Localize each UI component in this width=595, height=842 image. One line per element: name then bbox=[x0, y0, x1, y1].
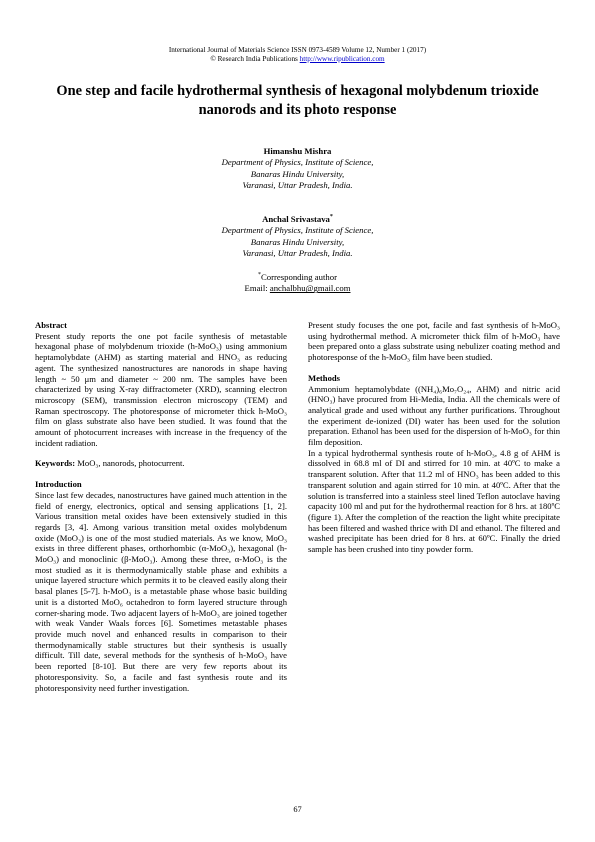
abstract-heading: Abstract bbox=[35, 320, 67, 330]
methods-paragraph-1: Ammonium heptamolybdate ((NH₄)₆Mo₇O₂₄, AHM) and nitric acid (HNO₃) have procured from Hi-Media, India. All the chemicals were of analytical grade and used without any further purifications. Throughout the experiment de-ionized (DI) water has been used for the solution preparation. Ethanol has been used for the dispersion of h-MoO₃ for thin film deposition. bbox=[308, 383, 560, 448]
journal-info: International Journal of Materials Science ISSN 0973-4589 Volume 12, Number 1 (2017) bbox=[168, 46, 427, 54]
author-name-text: Anchal Srivastava bbox=[262, 213, 330, 224]
author-location: Varanasi, Uttar Pradesh, India. bbox=[242, 248, 353, 259]
page-number: 67 bbox=[293, 805, 302, 814]
author-block-2 bbox=[120, 212, 475, 260]
keywords-line bbox=[35, 458, 287, 469]
author-block-1 bbox=[120, 146, 475, 192]
email-line bbox=[120, 283, 475, 294]
corresponding-mark: * bbox=[257, 272, 261, 278]
corresponding-label-text: Corresponding author bbox=[260, 271, 337, 282]
keywords-label: Keywords: bbox=[35, 458, 76, 469]
publisher-name: © Research India Publications bbox=[210, 55, 298, 63]
author-university: Banaras Hindu University, bbox=[250, 236, 345, 247]
introduction-heading: Introduction bbox=[35, 479, 82, 490]
abstract-text: Present study reports the one pot facile synthesis of metastable hexagonal phase of molybdenum trioxide (h-MoO₃) using ammonium heptamolybdate (AHM) as starting material and HNO₃ as reducing agent. The synthesized nanostructures are nanorods in shape having length ~ 50 μm and diameter ~ 200 nm. The samples have been characterized by using X-ray diffractometer (XRD), scanning electron microscopy (SEM), transmission electron microscopy (TEM) and Raman spectroscopy. The photoresponse of micrometer thick h-MoO₃ film on glass substrate also have been studied. It was found that the amount of photocurrent increases with increase in the frequency of the incident radiation. bbox=[35, 330, 287, 448]
publisher-link[interactable]: http://www.ripublication.com bbox=[299, 55, 385, 63]
author-department: Department of Physics, Institute of Science, bbox=[221, 225, 374, 236]
author-university: Banaras Hindu University, bbox=[250, 168, 345, 179]
author-name bbox=[120, 212, 475, 225]
introduction-text: Since last few decades, nanostructures have gained much attention in the field of energy, electronics, optical and sensing applications [1, 2]. Various transition metal oxides have been extensively studied in this regards [3, 4]. Among various transition metal oxides molybdenum oxide (MoO₃) is one of the most studied materials. As we know, MoO₃ exists in three different phases, orthorhombic (α-MoO₃), hexagonal (h-MoO₃) and monoclinic (β-MoO₃). Among these three, α-MoO₃ is the most studied as it is thermodynamically stable phase and exhibits a unique layered structure which permits it to be cleaved easily along their basal planes [5-7]. h-MoO₃ is a metastable phase whose basic building unit is a distorted MoO₆ octahedron to form layered structure through corner-sharing mode. Two adjacent layers of h-MoO₃ are joined together with weak Vander Waals forces [6]. Sometimes metastable phases provide much novel and enhanced results in comparison to their thermodynamically stable structures but their synthesis is usually difficult. Till date, several methods for the synthesis of h-MoO₃ have been reported [8-10]. But there are very few reports about its photoresponsivity. So, a facile and fast synthesis route and its photoresponsivity need further investigation. bbox=[35, 489, 287, 693]
paper-title: One step and facile hydrothermal synthesis of hexagonal molybdenum trioxide nanorods and its photo response bbox=[56, 83, 539, 118]
journal-header bbox=[0, 46, 595, 64]
methods-heading: Methods bbox=[308, 372, 340, 383]
email-label: Email: bbox=[244, 283, 270, 294]
introduction-continued: Present study focuses the one pot, facile and fast synthesis of h-MoO₃ using hydrothermal method. A micrometer thick film of h-MoO₃ have been prepared onto a glass substrate using nebulizer coating method and photoresponse of the h-MoO₃ film have been studied. bbox=[308, 320, 560, 363]
right-column bbox=[308, 320, 560, 555]
author-location: Varanasi, Uttar Pradesh, India. bbox=[242, 180, 353, 191]
author-name: Himanshu Mishra bbox=[263, 146, 332, 156]
email-link[interactable]: anchalbhu@gmail.com bbox=[269, 283, 351, 294]
methods-paragraph-2: In a typical hydrothermal synthesis route of h-MoO₃, 4.8 g of AHM is dissolved in 68.8 ml of DI and stirred for 10 min. at 40ºC to make a transparent solution. After that 11.2 ml of HNO₃ has been added to this transparent solution and again stirred for 10 min. at 40ºC. After that the solution is transferred into a stainless steel lined Teflon autoclave having capacity 100 ml and put for the hydrothermal reaction for 8 hrs. at 180ºC (figure 1). After the completion of the reaction the light white precipitate has been filtered and washed thrice with DI and ethanol. The filtered and washed precipitate has been dried for 8 hrs. at 60ºC. Finally the dried sample has been crushed into tiny powder form. bbox=[308, 447, 560, 555]
author-department: Department of Physics, Institute of Science, bbox=[221, 157, 374, 168]
correspondence-block bbox=[120, 270, 475, 295]
corresponding-author-label bbox=[120, 270, 475, 283]
corresponding-mark: * bbox=[329, 214, 333, 220]
left-column bbox=[35, 320, 287, 693]
publisher-line bbox=[0, 55, 595, 64]
keywords-text: MoO₃, nanorods, photocurrent. bbox=[75, 458, 185, 469]
